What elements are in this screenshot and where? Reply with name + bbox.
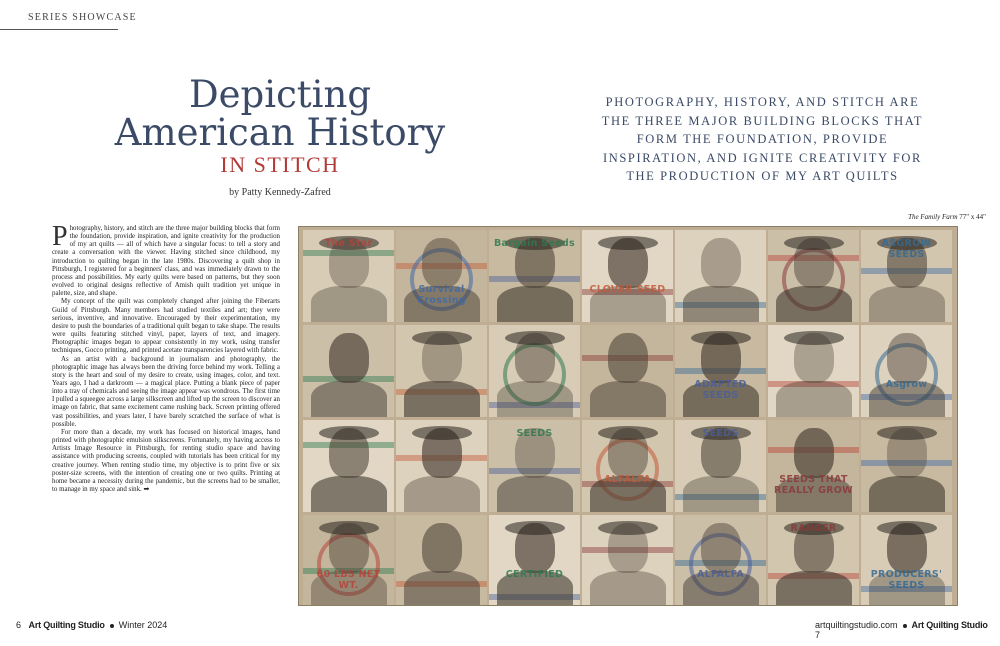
magazine-brand-left: Art Quilting Studio [28,620,105,630]
caption-size: 77" x 44" [959,213,986,221]
body-paragraph: As an artist with a background in journalism and photography, the photographic image has always been the driving force behind my work. Telling a story is the heart and soul of my desire to create, using images, color, and text. Years ago, I had a darkroom — a magical place. Putting a blank piece of paper into a tray of chemicals and seeing the image appear was wondrous. The first time I pulled a squeegee across a large silkscreen and lifted up the screen to discover an image on fabric, that same excitement came rushing back. Screen printing offered vast possibilities, and years later, I have barely scratched the surface of what is possible. [52,355,280,428]
seed-sack-stamp: 60 LBS NET WT. [316,569,381,591]
separator-dot [903,624,907,628]
title-line-1: Depicting [188,73,372,116]
portrait-shoulders [311,381,387,417]
seed-sack-stamp: Bargain Seeds [494,238,575,249]
quilt-portrait-tile [582,515,673,606]
pullquote: PHOTOGRAPHY, HISTORY, AND STITCH ARE THE THREE MAJOR BUILDING BLOCKS THAT FORM THE FOUNDATION, PROVIDE INSPIRATION, AND IGNITE CREATIVITY FOR THE PRODUCTION OF MY ART QUILTS [601,95,924,184]
quilt-portrait-tile [675,420,766,512]
portrait-face [701,523,741,573]
portrait-shoulders [497,286,573,322]
footer-right [815,620,1000,640]
quilt-portrait-tile [675,230,766,322]
seed-sack-stamp: ALFALFA [603,474,652,485]
seed-sack-stamp: Survival Crossing [417,284,466,306]
separator-dot [110,624,114,628]
seed-sack-stamp: SEEDS THAT REALLY GROW [774,474,853,496]
quilt-portrait-tile [303,230,394,322]
portrait-shoulders [311,286,387,322]
quilt-image [298,226,958,606]
quilt-portrait-tile [489,325,580,417]
quilt-portrait-tile [489,420,580,512]
quilt-portrait-tile [861,325,952,417]
quilt-portrait-tile [303,420,394,512]
section-label: SERIES SHOWCASE [28,12,137,23]
portrait-shoulders [869,476,945,512]
body-paragraph-text: hotography, history, and stitch are the three major building blocks that form the foundation, provide inspiration, and ignite creativity for the production of my art quilts — all of which have a singular focus: to tell a story and create a conversation with the viewer. Having stitched since childhood, my introduction to quilting began in the late 1980s. Discovering a quilt shop in Pittsburgh, I registered for a beginners' class, and was immediately drawn to the process and possibilities. My early quilts were based on patterns, but they soon evolved to original designs reflective of Amish quilt tradition yet unique in palette, size, and shape. [52,225,280,298]
portrait-hat [784,236,844,250]
portrait-shoulders [776,381,852,417]
byline: by Patty Kennedy-Zafred [229,187,331,198]
seed-sack-stamp: SEEDS [516,428,553,439]
portrait-shoulders [497,381,573,417]
portrait-face [422,238,462,288]
quilt-portrait-tile [768,515,859,606]
portrait-shoulders [776,571,852,606]
portrait-shoulders [404,571,480,606]
seed-sack-stamp: SEEDS [702,428,739,439]
footer-left [16,620,167,630]
portrait-face [794,428,834,478]
quilt-portrait-tile [861,230,952,322]
quilt-portrait-tile [303,515,394,606]
seed-sack-stamp: CLOVER SEED [589,284,666,295]
portrait-hat [505,521,565,535]
portrait-face [701,238,741,288]
portrait-hat [319,521,379,535]
portrait-hat [877,521,937,535]
portrait-hat [598,236,658,250]
quilt-portrait-tile [675,325,766,417]
issue-label: Winter 2024 [118,620,168,630]
article-subtitle: IN STITCH [220,152,340,177]
portrait-shoulders [683,286,759,322]
seed-sack-stamp: CERTIFIED [505,569,564,580]
body-paragraph [52,221,280,298]
seed-sack-stamp: ADAPTED SEEDS [694,379,747,401]
portrait-hat [784,331,844,345]
portrait-hat [598,426,658,440]
portrait-face [422,523,462,573]
quilt-portrait-tile [861,515,952,606]
seed-sack-stamp: ALFALFA [696,569,745,580]
article-body [52,221,280,494]
portrait-hat [319,426,379,440]
quilt-portrait-tile [396,515,487,606]
quilt-portrait-tile [861,420,952,512]
page-number-left: 6 [16,620,22,630]
quilt-portrait-tile [768,230,859,322]
portrait-shoulders [311,476,387,512]
quilt-portrait-tile [396,230,487,322]
quilt-portrait-tile [489,230,580,322]
portrait-shoulders [404,476,480,512]
quilt-portrait-tile [582,325,673,417]
portrait-shoulders [404,381,480,417]
body-paragraph: My concept of the quilt was completely changed after joining the Fiberarts Guild of Pittsburgh. Many members had studied textiles and art; they were serious, inventive, and innovative. Encouraged by their experimentation, my desire to push the boundaries of a traditional quilt began to take shape. The results were quilts featuring stitched vinyl, paper, layers of text, and imagery. Photographic images began to appear consistently in my work, using transfer techniques, Gocco printing, and printed acetate transparencies layered with fabric. [52,298,280,355]
quilt-portrait-tile [489,515,580,606]
portrait-shoulders [683,476,759,512]
seed-sack-stamp: ASGROW SEEDS [881,238,932,260]
drop-cap: P [52,221,68,252]
quilt-portrait-tile [396,420,487,512]
portrait-face [887,333,927,383]
portrait-shoulders [590,571,666,606]
portrait-shoulders [590,381,666,417]
caption-title: The Family Farm [908,213,958,221]
seed-sack-stamp: RANGER [790,523,837,534]
quilt-portrait-tile [582,420,673,512]
magazine-brand-right: Art Quilting Studio [911,620,988,630]
title-line-2: American History [114,111,446,154]
portrait-hat [412,426,472,440]
figure-caption [860,213,986,221]
portrait-hat [598,521,658,535]
portrait-shoulders [497,476,573,512]
seed-sack-stamp: Asgrow [885,379,928,390]
portrait-hat [877,426,937,440]
portrait-face [608,333,648,383]
portrait-shoulders [776,286,852,322]
portrait-hat [691,331,751,345]
portrait-hat [412,331,472,345]
page-number-right: 7 [815,630,821,640]
portrait-face [329,333,369,383]
portrait-hat [505,331,565,345]
body-paragraph: For more than a decade, my work has focused on historical images, hand printed with photographic emulsion silkscreens. Fortunately, my having access to Artists Image Resource in Pittsburgh, for renting studio space and having assistance with producing screens, coupled with tutorials has been critical for my creative journey. When renting studio time, my objective is to print five or six poster-size screens, with the intention of creating one or two quilts. Printing at home became a necessity during the pandemic, but the screens had to be smaller, to manage in my space and sink. ➡ [52,428,280,493]
quilt-portrait-tile [303,325,394,417]
seed-sack-stamp: PRODUCERS' SEEDS [870,569,943,591]
seed-sack-stamp: The Star [324,238,373,249]
quilt-portrait-tile [768,420,859,512]
section-rule [0,29,118,30]
quilt-portrait-tile [582,230,673,322]
portrait-shoulders [869,286,945,322]
quilt-portrait-tile [396,325,487,417]
quilt-portrait-tile [675,515,766,606]
article-title [100,73,460,154]
website-url: artquiltingstudio.com [815,620,898,630]
quilt-portrait-tile [768,325,859,417]
